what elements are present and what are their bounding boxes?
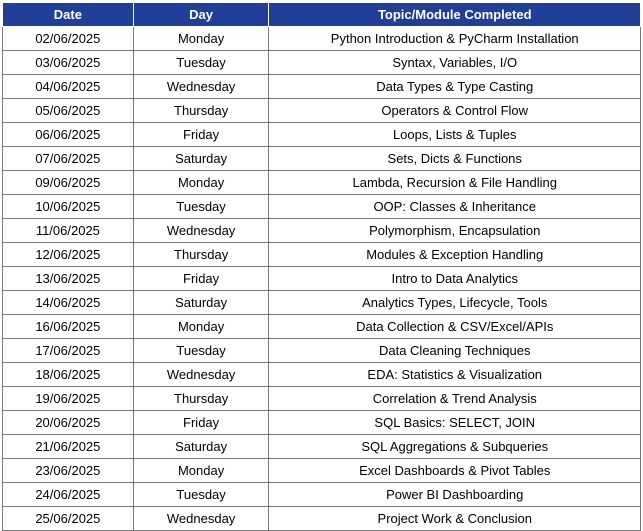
day-cell: Wednesday — [133, 75, 269, 99]
table-row — [3, 387, 641, 411]
date-cell: 19/06/2025 — [3, 387, 134, 411]
date-cell: 23/06/2025 — [3, 459, 134, 483]
date-cell: 25/06/2025 — [3, 507, 134, 531]
topic-cell: Excel Dashboards & Pivot Tables — [269, 459, 641, 483]
date-cell: 10/06/2025 — [3, 195, 134, 219]
date-cell: 04/06/2025 — [3, 75, 134, 99]
topic-cell: Data Cleaning Techniques — [269, 339, 641, 363]
topic-cell: Analytics Types, Lifecycle, Tools — [269, 291, 641, 315]
table-row — [3, 51, 641, 75]
date-cell: 02/06/2025 — [3, 27, 134, 51]
date-cell: 17/06/2025 — [3, 339, 134, 363]
topic-cell: Lambda, Recursion & File Handling — [269, 171, 641, 195]
topic-cell: Project Work & Conclusion — [269, 507, 641, 531]
table-row — [3, 291, 641, 315]
day-cell: Thursday — [133, 243, 269, 267]
topic-cell: Python Introduction & PyCharm Installation — [269, 27, 641, 51]
table-row — [3, 507, 641, 531]
day-cell: Monday — [133, 171, 269, 195]
day-cell: Tuesday — [133, 51, 269, 75]
date-cell: 07/06/2025 — [3, 147, 134, 171]
topic-cell: Operators & Control Flow — [269, 99, 641, 123]
table-row — [3, 123, 641, 147]
topic-cell: Intro to Data Analytics — [269, 267, 641, 291]
date-cell: 16/06/2025 — [3, 315, 134, 339]
date-cell: 24/06/2025 — [3, 483, 134, 507]
table-row — [3, 339, 641, 363]
header-date: Date — [3, 3, 134, 27]
date-cell: 11/06/2025 — [3, 219, 134, 243]
table-row — [3, 171, 641, 195]
date-cell: 12/06/2025 — [3, 243, 134, 267]
date-cell: 13/06/2025 — [3, 267, 134, 291]
topic-cell: EDA: Statistics & Visualization — [269, 363, 641, 387]
table-row — [3, 27, 641, 51]
day-cell: Friday — [133, 267, 269, 291]
table-row — [3, 99, 641, 123]
topic-cell: Data Types & Type Casting — [269, 75, 641, 99]
table-row — [3, 435, 641, 459]
header-topic: Topic/Module Completed — [269, 3, 641, 27]
table-row — [3, 363, 641, 387]
day-cell: Tuesday — [133, 339, 269, 363]
topic-cell: OOP: Classes & Inheritance — [269, 195, 641, 219]
day-cell: Monday — [133, 459, 269, 483]
topic-cell: Sets, Dicts & Functions — [269, 147, 641, 171]
day-cell: Saturday — [133, 147, 269, 171]
day-cell: Friday — [133, 411, 269, 435]
schedule-table — [2, 2, 641, 531]
day-cell: Thursday — [133, 387, 269, 411]
day-cell: Friday — [133, 123, 269, 147]
topic-cell: SQL Aggregations & Subqueries — [269, 435, 641, 459]
day-cell: Wednesday — [133, 363, 269, 387]
day-cell: Saturday — [133, 291, 269, 315]
day-cell: Tuesday — [133, 195, 269, 219]
date-cell: 09/06/2025 — [3, 171, 134, 195]
day-cell: Wednesday — [133, 507, 269, 531]
table-row — [3, 195, 641, 219]
topic-cell: Polymorphism, Encapsulation — [269, 219, 641, 243]
table-row — [3, 75, 641, 99]
date-cell: 05/06/2025 — [3, 99, 134, 123]
day-cell: Wednesday — [133, 219, 269, 243]
day-cell: Thursday — [133, 99, 269, 123]
table-row — [3, 459, 641, 483]
header-row — [3, 3, 641, 27]
table-row — [3, 267, 641, 291]
topic-cell: SQL Basics: SELECT, JOIN — [269, 411, 641, 435]
table-row — [3, 411, 641, 435]
day-cell: Monday — [133, 315, 269, 339]
date-cell: 03/06/2025 — [3, 51, 134, 75]
day-cell: Tuesday — [133, 483, 269, 507]
date-cell: 20/06/2025 — [3, 411, 134, 435]
table-row — [3, 483, 641, 507]
table-row — [3, 243, 641, 267]
date-cell: 21/06/2025 — [3, 435, 134, 459]
date-cell: 06/06/2025 — [3, 123, 134, 147]
day-cell: Monday — [133, 27, 269, 51]
topic-cell: Data Collection & CSV/Excel/APIs — [269, 315, 641, 339]
topic-cell: Power BI Dashboarding — [269, 483, 641, 507]
date-cell: 14/06/2025 — [3, 291, 134, 315]
day-cell: Saturday — [133, 435, 269, 459]
topic-cell: Modules & Exception Handling — [269, 243, 641, 267]
topic-cell: Correlation & Trend Analysis — [269, 387, 641, 411]
date-cell: 18/06/2025 — [3, 363, 134, 387]
header-day: Day — [133, 3, 269, 27]
topic-cell: Loops, Lists & Tuples — [269, 123, 641, 147]
table-row — [3, 147, 641, 171]
table-row — [3, 315, 641, 339]
topic-cell: Syntax, Variables, I/O — [269, 51, 641, 75]
table-row — [3, 219, 641, 243]
